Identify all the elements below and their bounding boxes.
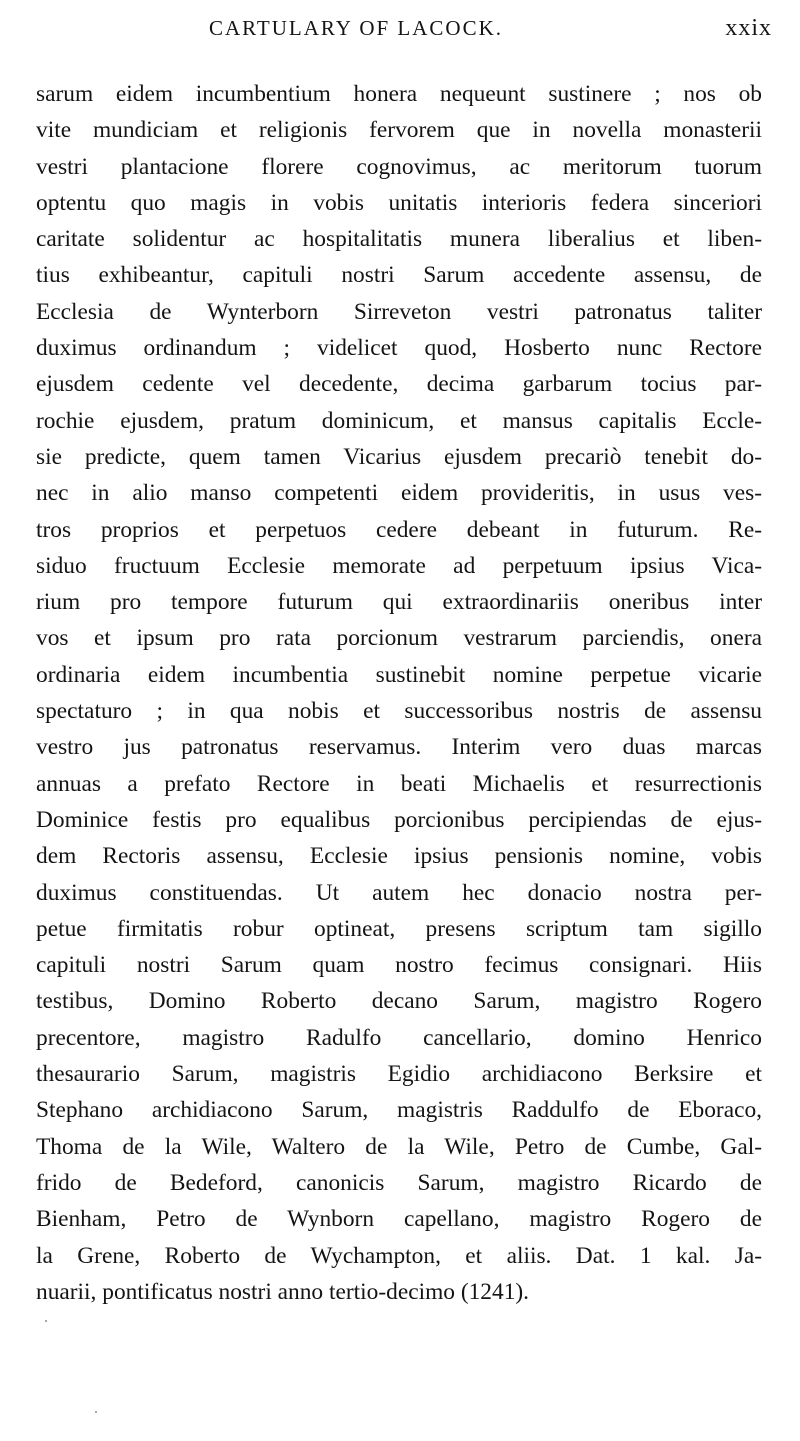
text-line: Dominice festis pro equalibus porcionibus percipiendas de ejus- <box>36 806 762 833</box>
text-line: sie predicte, quem tamen Vicarius ejusdem precariò tenebit do- <box>36 443 762 470</box>
text-line: sarum eidem incumbentium honera nequeunt sustinere ; nos ob <box>36 81 762 107</box>
running-head <box>36 13 772 43</box>
text-line: petue firmitatis robur optineat, presens scriptum tam sigillo <box>36 915 762 942</box>
paper-speck <box>45 1320 47 1322</box>
text-line: rium pro tempore futurum qui extraordinariis oneribus inter <box>36 589 762 616</box>
text-line: tros proprios et perpetuos cedere debeant in futurum. Re- <box>36 516 762 543</box>
text-line: annuas a prefato Rectore in beati Michaelis et resurrectionis <box>36 770 762 797</box>
running-title: CARTULARY OF LACOCK. <box>208 16 504 40</box>
text-line: dem Rectoris assensu, Ecclesie ipsius pensionis nomine, vobis <box>36 843 762 870</box>
text-line: nec in alio manso competenti eidem provideritis, in usus ves- <box>36 480 762 507</box>
text-line: siduo fructuum Ecclesie memorate ad perpetuum ipsius Vica- <box>36 552 762 579</box>
text-line: rochie ejusdem, pratum dominicum, et mansus capitalis Eccle- <box>36 407 762 434</box>
text-line: caritate solidentur ac hospitalitatis munera liberalius et liben- <box>36 226 762 253</box>
text-line: la Grene, Roberto de Wychampton, et aliis. Dat. 1 kal. Ja- <box>36 1242 762 1269</box>
text-line: duximus constituendas. Ut autem hec donacio nostra per- <box>36 879 762 906</box>
text-line: precentore, magistro Radulfo cancellario, domino Henrico <box>36 1024 762 1051</box>
text-line: vestro jus patronatus reservamus. Interim vero duas marcas <box>36 734 762 761</box>
page-number: xxix <box>725 15 772 41</box>
text-line: Bienham, Petro de Wynborn capellano, magistro Rogero de <box>36 1206 762 1233</box>
text-line: vestri plantacione florere cognovimus, ac meritorum tuorum <box>36 153 762 180</box>
text-line: Thoma de la Wile, Waltero de la Wile, Petro de Cumbe, Gal- <box>36 1133 762 1160</box>
text-line: tius exhibeantur, capituli nostri Sarum accedente assensu, de <box>36 262 762 289</box>
text-line: testibus, Domino Roberto decano Sarum, magistro Rogero <box>36 988 762 1015</box>
text-line: thesaurario Sarum, magistris Egidio archidiacono Berksire et <box>36 1061 762 1088</box>
text-line: ordinaria eidem incumbentia sustinebit nomine perpetue vicarie <box>36 661 762 688</box>
text-line: optentu quo magis in vobis unitatis interioris federa sinceriori <box>36 189 762 216</box>
text-line: frido de Bedeford, canonicis Sarum, magistro Ricardo de <box>36 1169 762 1196</box>
body-text <box>36 76 762 1310</box>
paper-speck <box>95 1411 97 1413</box>
text-line: vite mundiciam et religionis fervorem que in novella monasterii <box>36 117 762 144</box>
text-line: nuarii, pontificatus nostri anno tertio-decimo (1241). <box>36 1278 530 1305</box>
text-line: Ecclesia de Wynterborn Sirreveton vestri patronatus taliter <box>36 298 762 325</box>
text-line: spectaturo ; in qua nobis et successoribus nostris de assensu <box>36 698 762 725</box>
text-line: Stephano archidiacono Sarum, magistris Raddulfo de Eboraco, <box>36 1097 762 1124</box>
text-line: duximus ordinandum ; videlicet quod, Hosberto nunc Rectore <box>36 335 762 362</box>
text-line: capituli nostri Sarum quam nostro fecimus consignari. Hiis <box>36 952 762 979</box>
text-line: vos et ipsum pro rata porcionum vestrarum parciendis, onera <box>36 625 762 652</box>
text-line: ejusdem cedente vel decedente, decima garbarum tocius par- <box>36 371 762 398</box>
